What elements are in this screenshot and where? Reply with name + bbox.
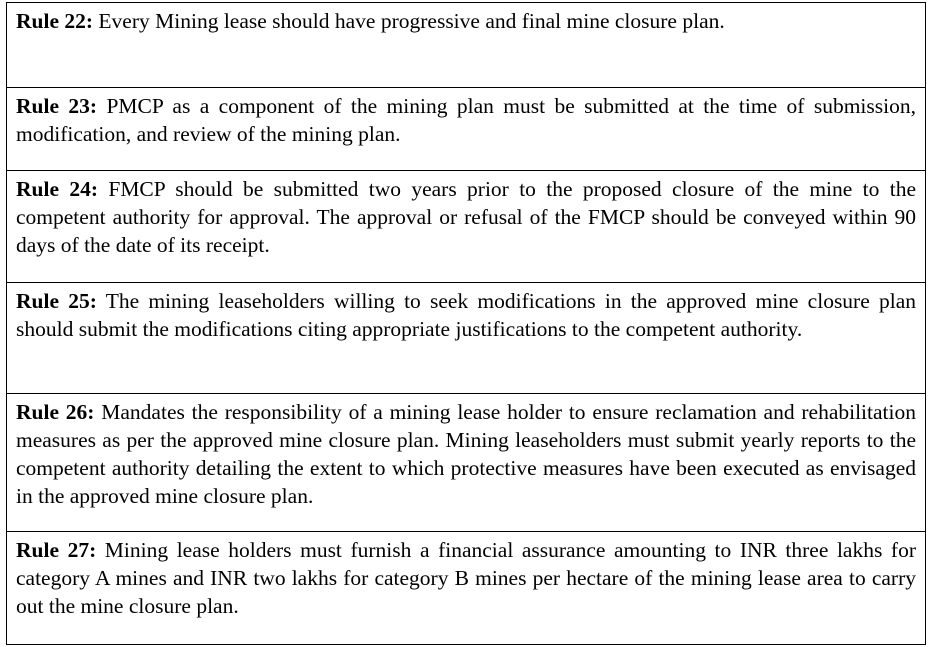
rule-cell-23 <box>7 88 926 171</box>
rule-26-text: Mandates the responsibility of a mining lease holder to ensure reclamation and rehabilitation measures as per the approved mine closure plan. Mining leaseholders must submit yearly reports to the competent authority detailing the extent to which protective measures have been executed as envisaged in the approved mine closure plan. <box>16 400 916 508</box>
rule-25-label: Rule 25: <box>16 289 97 313</box>
rule-cell-25 <box>7 283 926 394</box>
rule-22-label: Rule 22: <box>16 9 94 33</box>
rule-row-22 <box>7 3 926 88</box>
rule-24-text: FMCP should be submitted two years prior to the proposed closure of the mine to the competent authority for approval. The approval or refusal of the FMCP should be conveyed within 90 days of the date of its receipt. <box>16 177 916 257</box>
rule-row-26 <box>7 394 926 532</box>
rule-23-label: Rule 23: <box>16 94 98 118</box>
rule-cell-22 <box>7 3 926 88</box>
rule-26-label: Rule 26: <box>16 400 95 424</box>
rule-cell-26 <box>7 394 926 532</box>
rule-row-27 <box>7 532 926 645</box>
rule-cell-24 <box>7 171 926 283</box>
rule-27-label: Rule 27: <box>16 538 97 562</box>
rule-row-25 <box>7 283 926 394</box>
rule-23-text: PMCP as a component of the mining plan must be submitted at the time of submission, modification, and review of the mining plan. <box>16 94 916 146</box>
rule-row-23 <box>7 88 926 171</box>
rule-row-24 <box>7 171 926 283</box>
rules-table <box>6 2 926 645</box>
rule-cell-27 <box>7 532 926 645</box>
rule-22-text: Every Mining lease should have progressive and final mine closure plan. <box>93 9 725 33</box>
rule-24-label: Rule 24: <box>16 177 99 201</box>
rule-27-text: Mining lease holders must furnish a financial assurance amounting to INR three lakhs for category A mines and INR two lakhs for category B mines per hectare of the mining lease area to carry out the mine closure plan. <box>16 538 916 618</box>
rule-25-text: The mining leaseholders willing to seek modifications in the approved mine closure plan should submit the modifications citing appropriate justifications to the competent authority. <box>16 289 916 341</box>
rules-table-body <box>7 3 926 645</box>
